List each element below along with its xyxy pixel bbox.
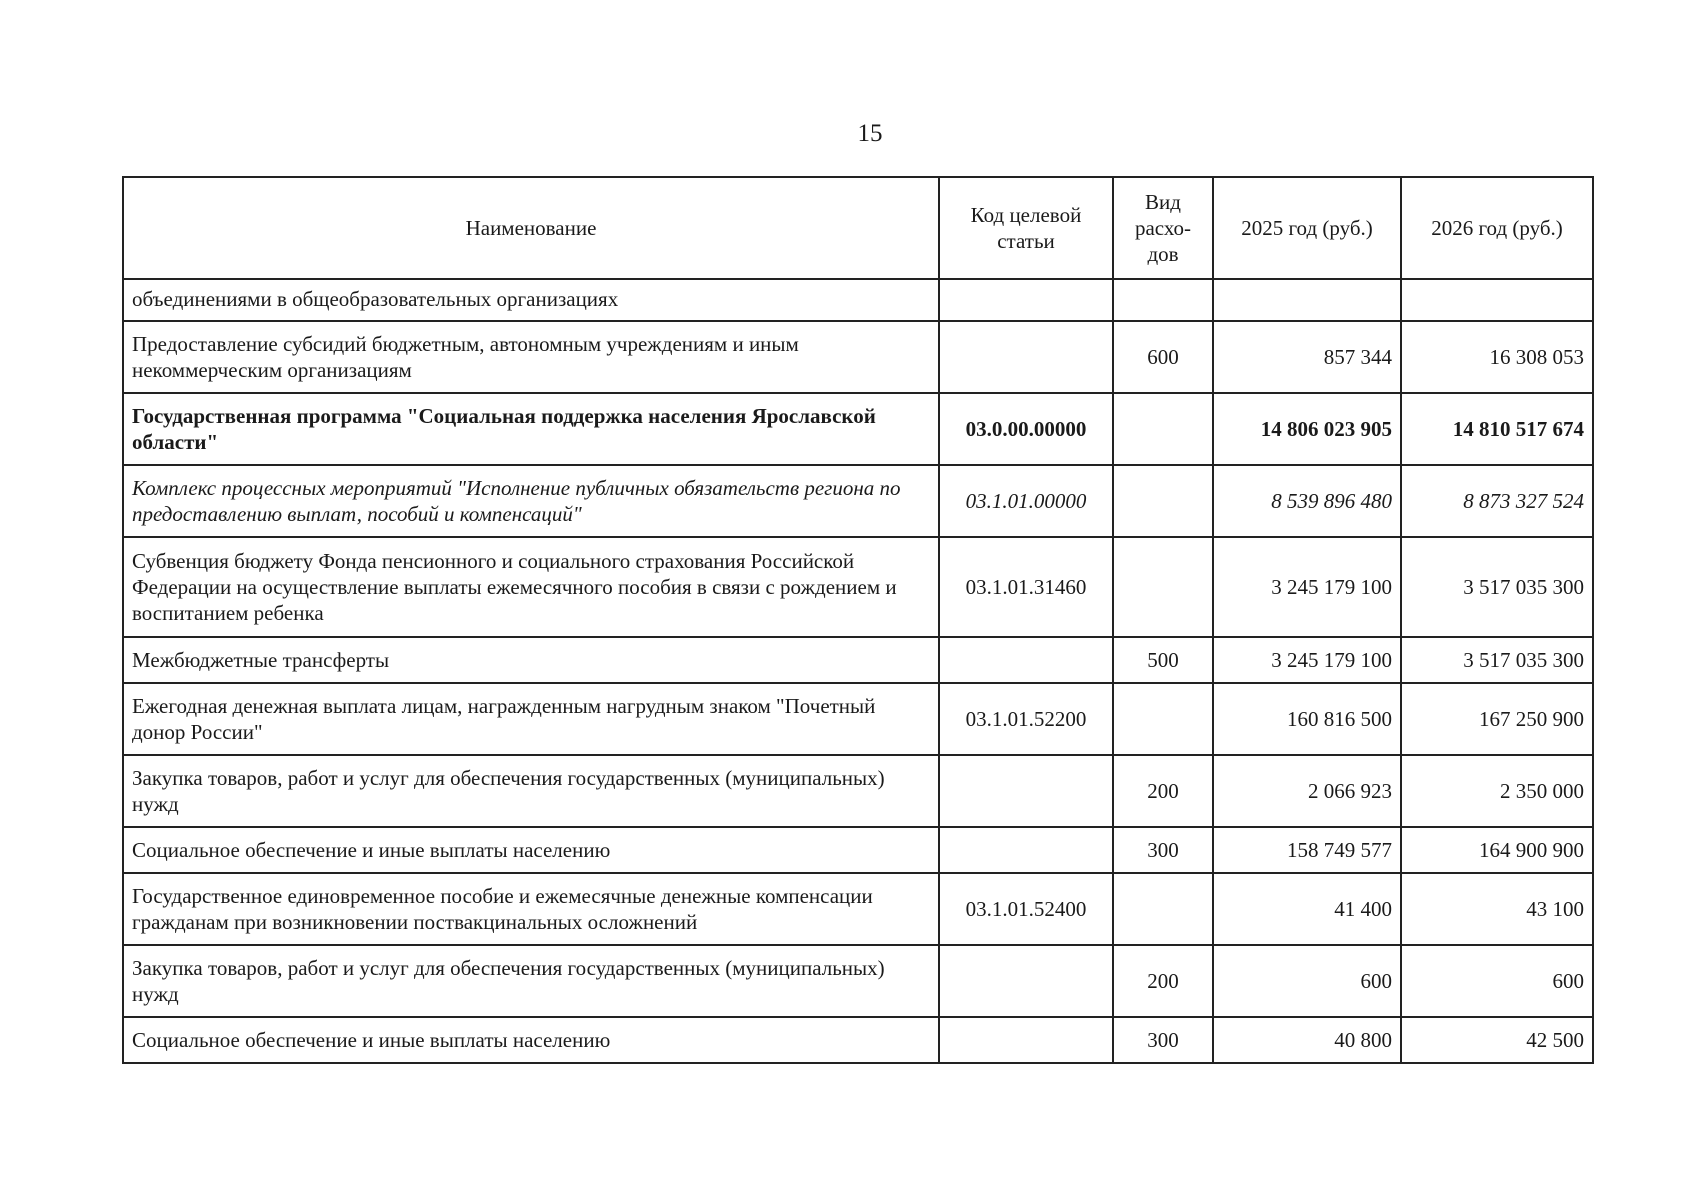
row-name: Социальное обеспечение и иные выплаты населению bbox=[123, 1017, 939, 1063]
table-row bbox=[123, 755, 1593, 827]
row-2026: 16 308 053 bbox=[1401, 321, 1593, 393]
budget-table bbox=[122, 176, 1594, 1064]
page-number: 15 bbox=[857, 120, 883, 147]
table-row bbox=[123, 827, 1593, 873]
row-kind bbox=[1113, 873, 1213, 945]
row-2026: 8 873 327 524 bbox=[1401, 465, 1593, 537]
row-kind bbox=[1113, 683, 1213, 755]
row-kind: 200 bbox=[1113, 755, 1213, 827]
row-2026: 3 517 035 300 bbox=[1401, 537, 1593, 637]
row-kind: 300 bbox=[1113, 827, 1213, 873]
row-code: 03.0.00.00000 bbox=[939, 393, 1113, 465]
row-code bbox=[939, 321, 1113, 393]
header-kind: Вид расхо-дов bbox=[1113, 177, 1213, 279]
row-2025: 160 816 500 bbox=[1213, 683, 1401, 755]
header-name: Наименование bbox=[123, 177, 939, 279]
table-header-row bbox=[123, 177, 1593, 279]
row-2026: 2 350 000 bbox=[1401, 755, 1593, 827]
row-kind bbox=[1113, 279, 1213, 321]
row-2025 bbox=[1213, 279, 1401, 321]
row-2026: 42 500 bbox=[1401, 1017, 1593, 1063]
row-2025: 40 800 bbox=[1213, 1017, 1401, 1063]
row-kind: 200 bbox=[1113, 945, 1213, 1017]
row-name: Государственная программа "Социальная поддержка населения Ярославской области" bbox=[123, 393, 939, 465]
row-name: Комплекс процессных мероприятий "Исполнение публичных обязательств региона по предоставлению выплат, пособий и компенсаций" bbox=[123, 465, 939, 537]
row-code bbox=[939, 755, 1113, 827]
table-row bbox=[123, 393, 1593, 465]
row-code bbox=[939, 945, 1113, 1017]
row-code: 03.1.01.00000 bbox=[939, 465, 1113, 537]
row-kind: 300 bbox=[1113, 1017, 1213, 1063]
row-2025: 2 066 923 bbox=[1213, 755, 1401, 827]
row-2026: 167 250 900 bbox=[1401, 683, 1593, 755]
row-2026: 3 517 035 300 bbox=[1401, 637, 1593, 683]
row-kind bbox=[1113, 537, 1213, 637]
row-2025: 3 245 179 100 bbox=[1213, 637, 1401, 683]
row-kind bbox=[1113, 465, 1213, 537]
row-code: 03.1.01.31460 bbox=[939, 537, 1113, 637]
row-2025: 600 bbox=[1213, 945, 1401, 1017]
row-2026: 164 900 900 bbox=[1401, 827, 1593, 873]
row-code bbox=[939, 637, 1113, 683]
table-row bbox=[123, 537, 1593, 637]
row-name: Закупка товаров, работ и услуг для обеспечения государственных (муниципальных) нужд bbox=[123, 945, 939, 1017]
row-2025: 857 344 bbox=[1213, 321, 1401, 393]
row-2025: 3 245 179 100 bbox=[1213, 537, 1401, 637]
row-code bbox=[939, 827, 1113, 873]
row-code: 03.1.01.52400 bbox=[939, 873, 1113, 945]
row-2026: 14 810 517 674 bbox=[1401, 393, 1593, 465]
header-year-2025: 2025 год (руб.) bbox=[1213, 177, 1401, 279]
table-row bbox=[123, 465, 1593, 537]
table-row bbox=[123, 873, 1593, 945]
row-2026: 43 100 bbox=[1401, 873, 1593, 945]
row-2025: 8 539 896 480 bbox=[1213, 465, 1401, 537]
row-2025: 14 806 023 905 bbox=[1213, 393, 1401, 465]
table-row bbox=[123, 683, 1593, 755]
row-name: Ежегодная денежная выплата лицам, награжденным нагрудным знаком "Почетный донор России" bbox=[123, 683, 939, 755]
row-name: Закупка товаров, работ и услуг для обеспечения государственных (муниципальных) нужд bbox=[123, 755, 939, 827]
row-name: Предоставление субсидий бюджетным, автономным учреждениям и иным некоммерческим организациям bbox=[123, 321, 939, 393]
row-code bbox=[939, 279, 1113, 321]
row-2025: 158 749 577 bbox=[1213, 827, 1401, 873]
table-row bbox=[123, 637, 1593, 683]
table-row bbox=[123, 1017, 1593, 1063]
table-row bbox=[123, 321, 1593, 393]
table-row bbox=[123, 945, 1593, 1017]
header-code: Код целевой статьи bbox=[939, 177, 1113, 279]
row-name: Межбюджетные трансферты bbox=[123, 637, 939, 683]
row-code: 03.1.01.52200 bbox=[939, 683, 1113, 755]
row-name: объединениями в общеобразовательных организациях bbox=[123, 279, 939, 321]
header-year-2026: 2026 год (руб.) bbox=[1401, 177, 1593, 279]
row-kind: 500 bbox=[1113, 637, 1213, 683]
row-kind: 600 bbox=[1113, 321, 1213, 393]
row-name: Социальное обеспечение и иные выплаты населению bbox=[123, 827, 939, 873]
row-name: Субвенция бюджету Фонда пенсионного и социального страхования Российской Федерации на осуществление выплаты ежемесячного пособия в связи с рождением и воспитанием ребенка bbox=[123, 537, 939, 637]
row-kind bbox=[1113, 393, 1213, 465]
table-row bbox=[123, 279, 1593, 321]
row-name: Государственное единовременное пособие и ежемесячные денежные компенсации гражданам при возникновении поствакцинальных осложнений bbox=[123, 873, 939, 945]
row-2026: 600 bbox=[1401, 945, 1593, 1017]
row-2025: 41 400 bbox=[1213, 873, 1401, 945]
row-2026 bbox=[1401, 279, 1593, 321]
row-code bbox=[939, 1017, 1113, 1063]
